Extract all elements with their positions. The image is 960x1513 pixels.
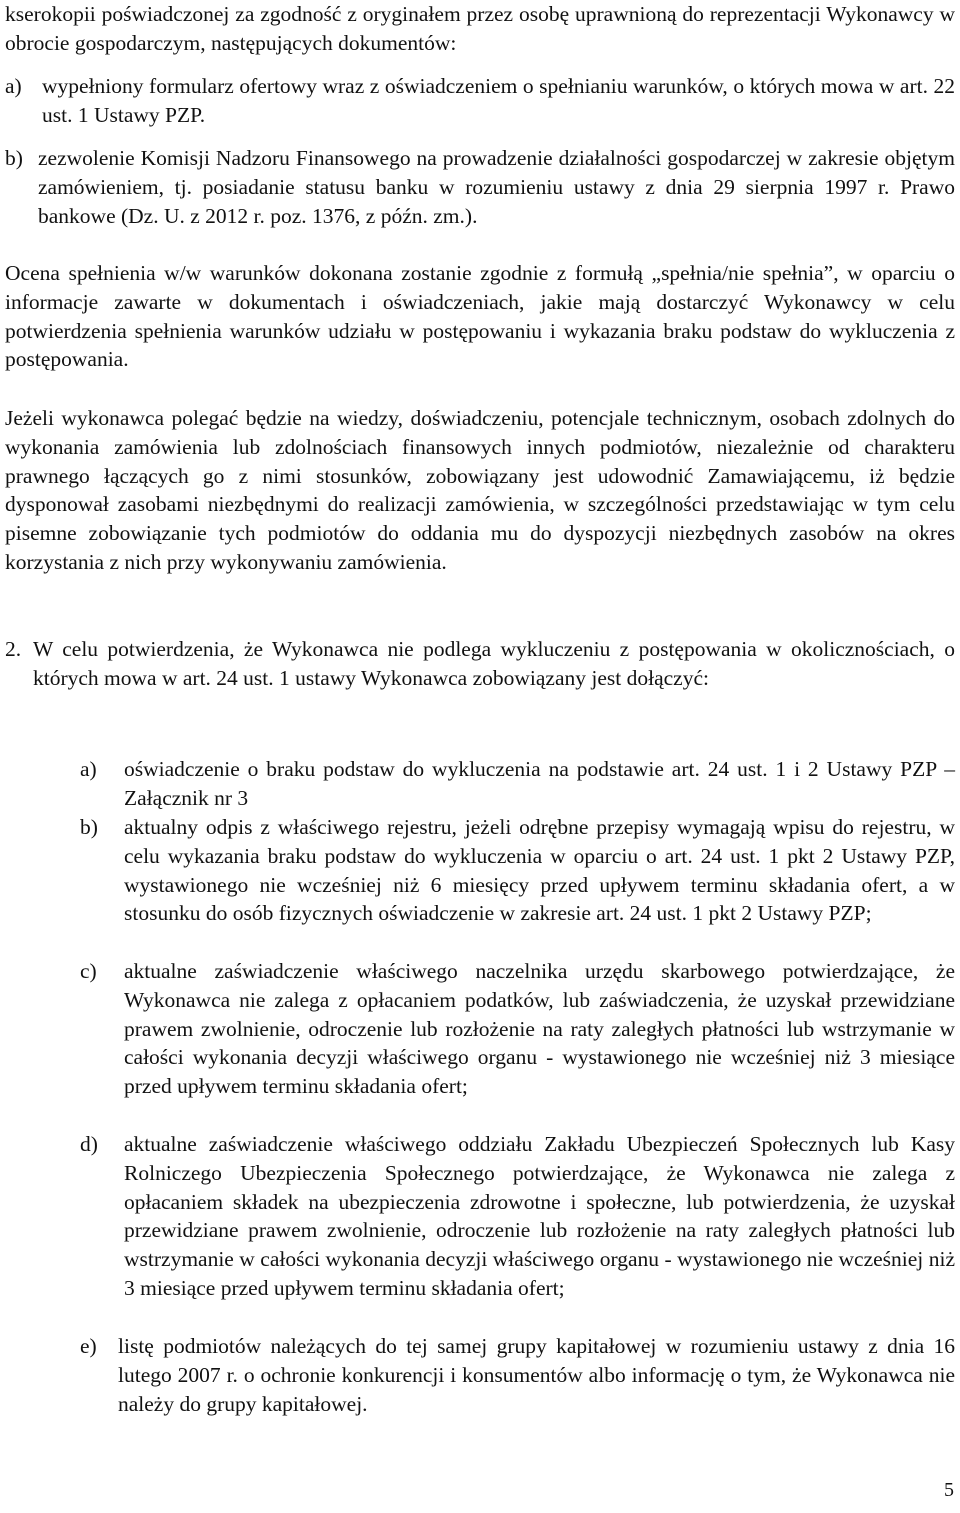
list-item-label: b) — [5, 146, 23, 170]
point-2 — [5, 635, 955, 693]
page-number: 5 — [944, 1479, 954, 1501]
list-item-text: listę podmiotów należących do tej samej grupy kapitałowej w rozumieniu ustawy z dnia 16 lutego 2007 r. o ochronie konkurencji i konsumentów albo informację o tym, że Wykonawca nie należy do grupy kapitałowej. — [118, 1334, 955, 1416]
list-item — [80, 813, 955, 928]
list-item-text: aktualne zaświadczenie właściwego oddziału Zakładu Ubezpieczeń Społecznych lub Kasy Rolniczego Ubezpieczenia Społecznego potwierdzające, że Wykonawca nie zalega z opłacaniem składek na ubezpieczenia zdrowotne i społeczne, lub potwierdzenia, że uzyskał przewidziane prawem zwolnienie, odroczenie lub rozłożenie na raty zaległych płatności lub wstrzymanie w całości wykonania decyzji właściwego organu - wystawionego nie wcześniej niż 3 miesiące przed upływem terminu składania ofert; — [124, 1132, 955, 1300]
list-item-text: aktualne zaświadczenie właściwego naczelnika urzędu skarbowego potwierdzające, że Wykonawca nie zalega z opłacaniem podatków, lub zaświadczenia, że uzyskał przewidziane prawem zwolnienie, odroczenie lub rozłożenie na raty zaległych płatności lub wstrzymanie w całości wykonania decyzji właściwego organu - wystawionego nie wcześniej niż 3 miesiące przed upływem terminu składania ofert; — [124, 959, 955, 1099]
assessment-paragraph: Ocena spełnienia w/w warunków dokonana zostanie zgodnie z formułą „spełnia/nie spełnia”, w oparciu o informacje zawarte w dokumentach i oświadczeniach, jakie mają dostarczyć Wykonawcy w celu potwierdzenia spełnienia warunków udziału w postępowaniu i wykazania braku podstaw do wykluczenia z postępowania. — [5, 261, 955, 372]
point-2-text: W celu potwierdzenia, że Wykonawca nie podlega wykluczeniu z postępowania w okolicznościach, o których mowa w art. 24 ust. 1 ustawy Wykonawca zobowiązany jest dołączyć: — [33, 637, 955, 690]
list-item — [80, 957, 955, 1101]
list-item-label: c) — [80, 959, 97, 983]
intro-paragraph: kserokopii poświadczonej za zgodność z oryginałem przez osobę uprawnioną do reprezentacji Wykonawcy w obrocie gospodarczym, następujących dokumentów: — [5, 2, 955, 55]
list-item-label: d) — [80, 1132, 98, 1156]
resources-paragraph: Jeżeli wykonawca polegać będzie na wiedzy, doświadczeniu, potencjale technicznym, osobach zdolnych do wykonania zamówienia lub zdolnościach finansowych innych podmiotów, niezależnie od charakteru prawnego łączących go z nimi stosunków, zobowiązany jest udowodnić Zamawiającemu, iż będzie dysponował zasobami niezbędnymi do realizacji zamówienia, w szczególności przedstawiając w tym celu pisemne zobowiązanie tych podmiotów do oddania mu do dyspozycji niezbędnych zasobów na okres korzystania z nich przy wykonywaniu zamówienia. — [5, 406, 955, 574]
list-item-label: a) — [80, 757, 97, 781]
point-2-label: 2. — [5, 637, 22, 661]
list-item-label: e) — [80, 1334, 97, 1358]
list-item — [80, 755, 955, 813]
list-item-text: wypełniony formularz ofertowy wraz z oświadczeniem o spełnianiu warunków, o których mowa w art. 22 ust. 1 Ustawy PZP. — [42, 74, 955, 127]
list-item-label: b) — [80, 815, 98, 839]
list-item-label: a) — [5, 74, 22, 98]
list-item — [5, 72, 955, 130]
list-item — [80, 1332, 955, 1418]
list-item-text: aktualny odpis z właściwego rejestru, jeżeli odrębne przepisy wymagają wpisu do rejestru, w celu wykazania braku podstaw do wykluczenia w oparciu o art. 24 ust. 1 pkt 2 Ustawy PZP, wystawionego nie wcześniej niż 6 miesięcy przed upływem terminu składania ofert, a w stosunku do osób fizycznych oświadczenie w zakresie art. 24 ust. 1 pkt 2 Ustawy PZP; — [124, 815, 955, 926]
list-item-text: zezwolenie Komisji Nadzoru Finansowego na prowadzenie działalności gospodarczej w zakresie objętym zamówieniem, tj. posiadanie statusu banku w rozumieniu ustawy z dnia 29 sierpnia 1997 r. Prawo bankowe (Dz. U. z 2012 r. poz. 1376, z późn. zm.). — [38, 146, 955, 228]
list-item — [80, 1130, 955, 1303]
list-item — [5, 144, 955, 230]
list-item-text: oświadczenie o braku podstaw do wykluczenia na podstawie art. 24 ust. 1 i 2 Ustawy PZP – Załącznik nr 3 — [124, 757, 955, 810]
